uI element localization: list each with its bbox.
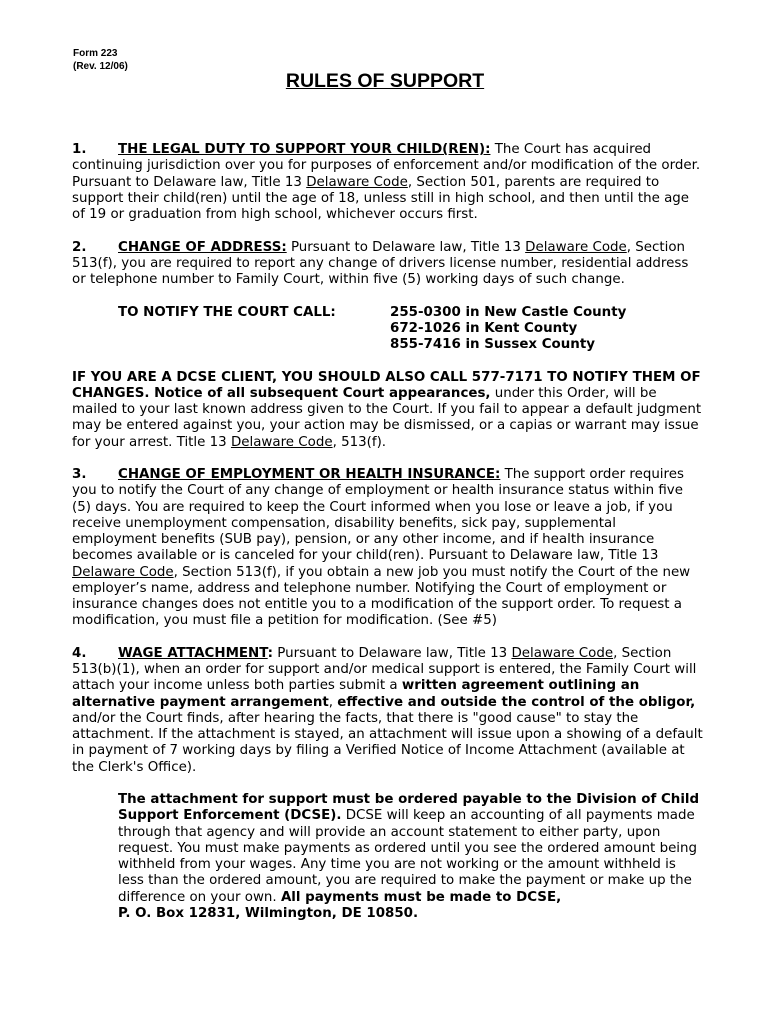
attachment-paragraph: [72, 792, 704, 922]
code-reference: Delaware Code: [525, 239, 627, 255]
code-reference: Delaware Code: [306, 174, 408, 190]
section-heading: THE LEGAL DUTY TO SUPPORT YOUR CHILD(REN):: [118, 142, 491, 157]
section-change-of-employment: [72, 467, 704, 630]
phone-new-castle: 255-0300 in New Castle County: [390, 304, 627, 320]
section-text: working or the amount withheld is less than the ordered amount, you are required to make the payment or make up the difference on your own.: [118, 857, 692, 905]
section-number: 1.: [72, 142, 87, 157]
document-body: [72, 142, 704, 938]
attachment-bold-lead: The attachment for support must be ordered payable to the Division of Child Support Enforcement (DCSE).: [118, 792, 700, 824]
bold-phrase: effective and outside the control of the obligor,: [337, 694, 696, 710]
section-wage-attachment: [72, 646, 704, 776]
section-text: The Court has acquired continuing jurisdiction over you for purposes of enforcement and/or modification of the order. Pursuant to Delaware law, Title 13: [72, 142, 701, 190]
phone-sussex: 855-7416 in Sussex County: [390, 337, 595, 352]
section-text: , Section 513(f), you are required to report any change of drivers license number, residential address or telephone number to Family Court, within five (5) working days of such change.: [72, 239, 689, 287]
section-change-of-address: [72, 240, 704, 289]
notify-label: TO NOTIFY THE COURT CALL:: [118, 304, 336, 320]
heading-colon: :: [267, 645, 274, 661]
phone-kent: 672-1026 in Kent County: [390, 320, 578, 336]
section-text: ,: [328, 694, 338, 710]
notify-phone-list: [390, 305, 626, 354]
section-text: under this Order, will be mailed to your last known address given to the Court. If you fail to appear a default judgment may be entered against you, your action may be dismissed, or a capias or warrant may issue for your arrest. Title 13: [72, 385, 702, 450]
section-number: 4.: [72, 645, 87, 661]
form-revision: (Rev. 12/06): [73, 61, 128, 72]
dcse-bold-text: IF YOU ARE A DCSE CLIENT, YOU SHOULD ALSO CALL 577-7171 TO NOTIFY THEM OF CHANGES. Notice of all subsequent Court appearances,: [72, 369, 701, 401]
section-number: 3.: [72, 467, 87, 482]
section-text: DCSE will keep an accounting of all payments made through that agency and will provide an account statement to either party, upon request. You must make payments as ordered until you see the ordered amount being withheld from your wages. Any time you are not: [118, 808, 698, 872]
dcse-client-notice: [72, 370, 704, 451]
notify-court-block: [72, 305, 704, 354]
section-text: , Section 513(f), if you obtain a new job you must notify the Court of the new employer’s name, address and telephone number. Notifying the Court of employment or insurance changes does not entitle you to a modification of the support order. To request a modification, you must file a petition for modification. (See #5): [72, 564, 691, 629]
page-title: RULES OF SUPPORT: [285, 70, 485, 92]
section-text: Pursuant to Delaware law, Title 13: [273, 645, 512, 661]
section-text: , 513(f).: [332, 434, 387, 450]
section-heading: CHANGE OF EMPLOYMENT OR HEALTH INSURANCE:: [118, 467, 501, 482]
section-text: and/or the Court finds, after hearing the facts, that there is "good cause" to stay the attachment. If the attachment is stayed, an attachment will issue upon a showing of a default in payment of 7 working days by filing a Verified Notice of Income Attachment (available at the Clerk's Office).: [72, 710, 703, 775]
bold-phrase: written agreement outlining an alternative payment arrangement: [72, 678, 640, 710]
section-text: , Section 501, parents are required to support their child(ren) until the age of 18, unless still in high school, and then until the age of 19 or graduation from high school, whichever occurs first.: [72, 174, 690, 222]
section-number: 2.: [72, 239, 87, 255]
code-reference: Delaware Code: [511, 645, 614, 661]
code-reference: Delaware Code: [72, 564, 174, 580]
code-reference: Delaware Code: [230, 434, 333, 450]
payment-instruction: All payments must be made to DCSE,: [280, 889, 562, 905]
section-heading: WAGE ATTACHMENT: [118, 645, 268, 661]
section-text: The support order requires you to notify the Court of any change of employment or health insurance status within five (5) days. You are required to keep the Court informed when you lose or leave a job, if you receive unemployment compensation, disability benefits, sick pay, supplemental employment benefits (SUB pay), pension, or any other income, and if health insurance becomes available or is canceled for your child(ren). Pursuant to Delaware law, Title 13: [72, 467, 684, 564]
payment-address: P. O. Box 12831, Wilmington, DE 10850.: [118, 905, 419, 921]
section-legal-duty: [72, 142, 704, 223]
section-heading: CHANGE OF ADDRESS:: [118, 239, 287, 255]
section-text: , Section 513(b)(1), when an order for support and/or medical support is entered, the Family Court will attach your income unless both parties submit a: [72, 645, 697, 694]
form-number: Form 223: [73, 48, 118, 59]
section-text: Pursuant to Delaware law, Title 13: [286, 239, 526, 255]
